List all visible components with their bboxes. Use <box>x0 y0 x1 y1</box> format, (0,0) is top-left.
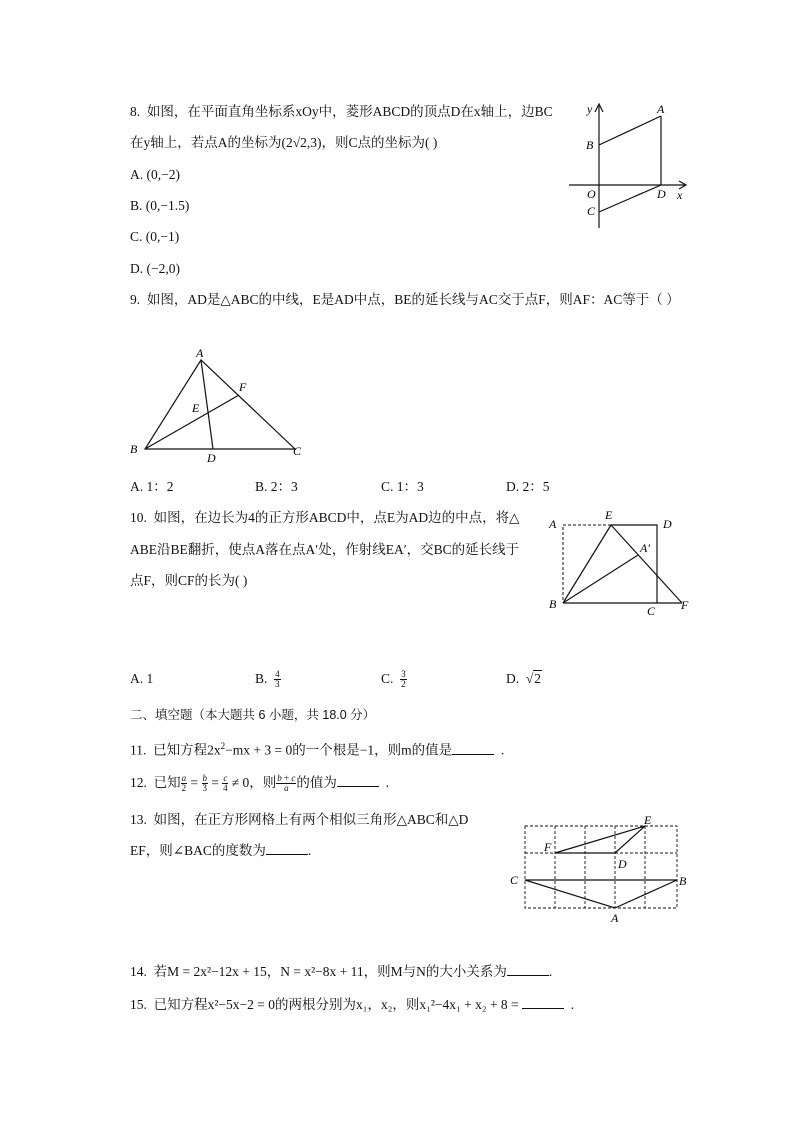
q10-line2: ABE沿BE翻折，使点A落在点A′处，作射线EA′，交BC的延长线于 <box>130 542 520 557</box>
q9-label-c: C <box>293 444 302 458</box>
q8-side-ba <box>599 116 661 145</box>
section-title-fill-blank: 二、填空题（本大题共 6 小题，共 18.0 分） <box>130 708 376 722</box>
q8-option-a: A. (0,−2) <box>130 167 180 182</box>
q8-label-a: A <box>657 102 665 116</box>
q9-line <box>130 289 680 311</box>
q9-option-a: A. 1：2 <box>130 479 174 494</box>
q8-option-d: D. (−2,0) <box>130 261 180 276</box>
q10-square-edcb <box>563 525 657 603</box>
q10-option-a: A. 1 <box>130 671 154 686</box>
q13-line1 <box>130 809 468 831</box>
q9-label-e: E <box>192 401 200 415</box>
q13-label-c: C <box>510 873 519 887</box>
q10-label-b: B <box>549 597 557 611</box>
q13-label-e: E <box>644 813 652 827</box>
q10-figure <box>545 505 700 620</box>
q13-label-d: D <box>618 857 627 871</box>
q14-text: 若M = 2x²−12x + 15，N = x²−8x + 11，则M与N的大小关系为 <box>153 964 507 979</box>
q10-label-e: E <box>605 508 613 522</box>
q10-label-c: C <box>647 604 656 618</box>
q9-median-ad <box>201 360 213 449</box>
q15-line <box>130 994 574 1016</box>
q12-end: . <box>385 775 389 790</box>
q12-text-a: 已知 <box>153 775 181 790</box>
q12-line: 12. 已知 $\frac{a}{2}$ = $\frac{b}{3}$ = $\frac{c}{4}$ ≠ 0，则 $\frac{b + c}{a}$ 的值为 . <box>130 773 389 794</box>
q14-end: . <box>548 964 553 979</box>
q13-text-line1: 如图，在正方形网格上有两个相似三角形△ABC和△D <box>153 812 469 827</box>
q9-label-a: A <box>196 346 204 360</box>
q11-text-a: 已知方程2x <box>153 742 221 758</box>
q13-label-a: A <box>611 911 619 925</box>
q12-text-c: 的值为 <box>296 775 337 790</box>
q10-text-line1: 如图，在边长为4的正方形ABCD中，点E为AD边的中点，将△ <box>153 510 520 525</box>
q11-text-b: −mx + 3 = 0的一个根是−1，则m的值是 <box>225 742 453 758</box>
q14-number: 14. <box>130 964 147 979</box>
q9-text: 如图，AD是△ABC的中线，E是AD中点，BE的延长线与AC交于点F，则AF：AC等于（ ） <box>146 292 680 307</box>
q8-number: 8. <box>130 104 141 119</box>
q13-label-b: B <box>679 874 687 888</box>
q8-label-d: D <box>657 187 666 201</box>
q10-option-c-denominator: 2 <box>401 679 406 690</box>
q13-triangle-def <box>555 826 645 853</box>
q12-text-b: ≠ 0，则 <box>231 775 277 790</box>
q8-line2: 在y轴上，若点A的坐标为(2√2,3)，则C点的坐标为( ) <box>130 135 438 150</box>
q8-text-line1: 如图，在平面直角坐标系xOy中，菱形ABCD的顶点D在x轴上，边BC <box>146 104 553 119</box>
q8-figure <box>565 98 690 233</box>
q9-label-b: B <box>130 442 138 456</box>
q13-triangle-abc <box>525 880 677 908</box>
q12-answer-blank[interactable] <box>337 774 379 787</box>
q10-label-f: F <box>681 598 689 612</box>
q10-line-be <box>563 525 611 603</box>
q12-frac-c-over-4: $\frac{c}{4}$ <box>223 773 228 794</box>
q13-label-f: F <box>544 840 552 854</box>
q10-option-b-fraction <box>274 670 281 689</box>
q8-line1 <box>130 101 553 123</box>
q9-option-c: C. 1：3 <box>381 479 424 494</box>
q8-option-c: C. (0,−1) <box>130 229 180 244</box>
q10-line-ef <box>611 525 682 603</box>
q12-frac-b-plus-c-over-a: $\frac{b + c}{a}$ <box>277 773 296 794</box>
q13-end: . <box>307 843 312 858</box>
q8-label-y: y <box>587 102 593 116</box>
q9-label-f: F <box>239 380 247 394</box>
q10-option-d-label: D. <box>506 671 520 686</box>
q10-option-c-numerator: 3 <box>401 669 406 680</box>
q8-option-b: B. (0,−1.5) <box>130 198 190 213</box>
q10-label-a-prime: A′ <box>640 541 650 555</box>
q13-answer-blank[interactable] <box>266 842 308 855</box>
q8-label-b: B <box>586 138 594 152</box>
q13-grid <box>525 826 677 908</box>
q9-option-d: D. 2：5 <box>506 479 550 494</box>
q10-option-c-fraction <box>400 670 407 689</box>
q14-line <box>130 961 552 983</box>
q8-side-cd <box>599 185 661 212</box>
q12-frac-a-over-2: $\frac{a}{2}$ <box>181 773 187 794</box>
q9-option-b: B. 2：3 <box>255 479 298 494</box>
q13-text-line2: EF，则∠BAC的度数为 <box>130 843 266 858</box>
q11-answer-blank[interactable] <box>452 742 494 755</box>
q13-number: 13. <box>130 812 147 827</box>
q8-label-c: C <box>587 204 596 218</box>
q11-number: 11. <box>130 742 147 758</box>
q10-option-d-radicand: 2 <box>534 671 542 686</box>
q13-figure <box>505 812 695 927</box>
q10-option-c-label: C. <box>381 671 394 686</box>
q10-number: 10. <box>130 510 147 525</box>
q9-number: 9. <box>130 292 141 307</box>
q10-line1 <box>130 507 520 529</box>
q10-line3: 点F，则CF的长为( ) <box>130 573 248 588</box>
q10-option-b-label: B. <box>255 671 268 686</box>
q10-label-a: A <box>549 517 557 531</box>
q11-end: . <box>500 742 505 758</box>
q14-answer-blank[interactable] <box>507 963 549 976</box>
q15-number: 15. <box>130 997 147 1012</box>
q8-label-x: x <box>677 188 683 202</box>
q10-option-b <box>255 664 281 694</box>
q10-option-b-numerator: 4 <box>275 669 280 680</box>
q15-text: 已知方程x²−5x−2 = 0的两根分别为x₁，x₂，则x₁²−4x₁ + x₂ + 8 = <box>153 997 519 1012</box>
q10-label-d: D <box>663 517 672 531</box>
q10-option-b-denominator: 3 <box>275 679 280 690</box>
q8-label-o: O <box>587 187 596 201</box>
q13-line2 <box>130 840 311 862</box>
q9-label-d: D <box>207 451 216 465</box>
q12-frac-b-over-3: $\frac{b}{3}$ <box>202 773 207 794</box>
q11-line: 11. 已知方程$2x^2-mx + 3 = 0$的一个根是−1，则m的值是 . <box>130 741 505 758</box>
q15-answer-blank[interactable] <box>522 996 564 1009</box>
q9-figure <box>125 345 310 470</box>
q15-end: . <box>570 997 575 1012</box>
q12-number: 12. <box>130 775 147 790</box>
q10-line-ba-prime <box>563 555 638 603</box>
q10-option-c <box>381 664 407 694</box>
q10-option-d: D. √2 <box>506 671 542 686</box>
